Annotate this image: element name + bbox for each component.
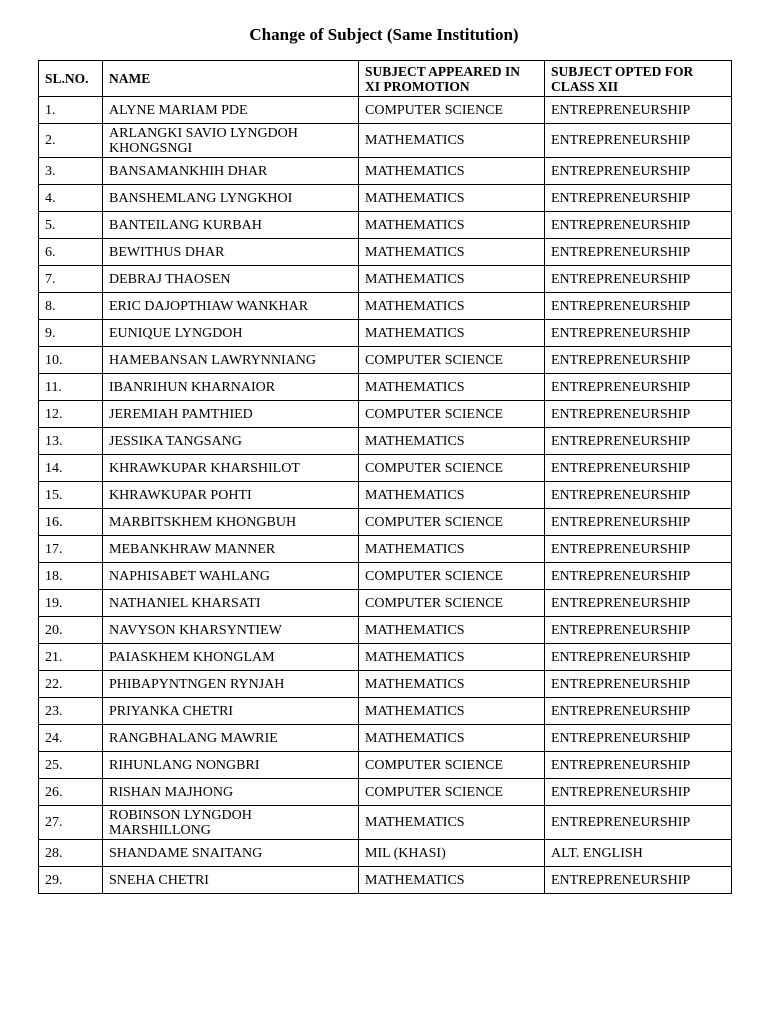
table-row	[39, 617, 732, 644]
table-row	[39, 212, 732, 239]
table-row	[39, 239, 732, 266]
cell-sl-no: 16.	[39, 509, 103, 536]
cell-sl-no: 4.	[39, 185, 103, 212]
cell-sl-no: 13.	[39, 428, 103, 455]
table-row	[39, 644, 732, 671]
table-header-row	[39, 61, 732, 97]
cell-name: NATHANIEL KHARSATI	[103, 590, 359, 617]
cell-subject-opted: ENTREPRENEURSHIP	[545, 97, 732, 124]
cell-name: EUNIQUE LYNGDOH	[103, 320, 359, 347]
cell-subject-opted: ENTREPRENEURSHIP	[545, 401, 732, 428]
cell-subject-appeared: COMPUTER SCIENCE	[359, 752, 545, 779]
cell-sl-no: 5.	[39, 212, 103, 239]
table-row	[39, 455, 732, 482]
cell-sl-no: 18.	[39, 563, 103, 590]
cell-sl-no: 11.	[39, 374, 103, 401]
cell-sl-no: 8.	[39, 293, 103, 320]
table-row	[39, 482, 732, 509]
cell-name: BANSAMANKHIH DHAR	[103, 158, 359, 185]
table-row	[39, 563, 732, 590]
cell-sl-no: 19.	[39, 590, 103, 617]
cell-subject-opted: ENTREPRENEURSHIP	[545, 752, 732, 779]
cell-name: ARLANGKI SAVIO LYNGDOH KHONGSNGI	[103, 124, 359, 158]
cell-name: PHIBAPYNTNGEN RYNJAH	[103, 671, 359, 698]
cell-subject-appeared: MATHEMATICS	[359, 806, 545, 840]
cell-subject-opted: ENTREPRENEURSHIP	[545, 239, 732, 266]
cell-sl-no: 12.	[39, 401, 103, 428]
cell-name: MEBANKHRAW MANNER	[103, 536, 359, 563]
cell-name: NAPHISABET WAHLANG	[103, 563, 359, 590]
cell-sl-no: 26.	[39, 779, 103, 806]
cell-name: RISHAN MAJHONG	[103, 779, 359, 806]
table-row	[39, 867, 732, 894]
cell-subject-appeared: COMPUTER SCIENCE	[359, 97, 545, 124]
cell-subject-appeared: COMPUTER SCIENCE	[359, 347, 545, 374]
cell-subject-appeared: MATHEMATICS	[359, 725, 545, 752]
cell-sl-no: 2.	[39, 124, 103, 158]
cell-sl-no: 10.	[39, 347, 103, 374]
cell-name: DEBRAJ THAOSEN	[103, 266, 359, 293]
table-row	[39, 806, 732, 840]
cell-name: KHRAWKUPAR POHTI	[103, 482, 359, 509]
cell-name: BANSHEMLANG LYNGKHOI	[103, 185, 359, 212]
cell-subject-appeared: COMPUTER SCIENCE	[359, 401, 545, 428]
cell-name: RANGBHALANG MAWRIE	[103, 725, 359, 752]
cell-name: JESSIKA TANGSANG	[103, 428, 359, 455]
cell-subject-opted: ENTREPRENEURSHIP	[545, 779, 732, 806]
table-row	[39, 536, 732, 563]
header-subject-appeared: SUBJECT APPEARED IN XI PROMOTION	[359, 61, 545, 97]
cell-sl-no: 7.	[39, 266, 103, 293]
cell-name: BANTEILANG KURBAH	[103, 212, 359, 239]
cell-subject-appeared: MATHEMATICS	[359, 239, 545, 266]
cell-sl-no: 24.	[39, 725, 103, 752]
cell-subject-appeared: COMPUTER SCIENCE	[359, 590, 545, 617]
cell-sl-no: 23.	[39, 698, 103, 725]
cell-subject-opted: ENTREPRENEURSHIP	[545, 725, 732, 752]
cell-subject-opted: ENTREPRENEURSHIP	[545, 644, 732, 671]
table-row	[39, 401, 732, 428]
cell-subject-opted: ENTREPRENEURSHIP	[545, 212, 732, 239]
table-row	[39, 266, 732, 293]
cell-subject-appeared: MATHEMATICS	[359, 320, 545, 347]
table-row	[39, 509, 732, 536]
cell-name: IBANRIHUN KHARNAIOR	[103, 374, 359, 401]
table-row	[39, 347, 732, 374]
table-row	[39, 725, 732, 752]
cell-subject-appeared: MATHEMATICS	[359, 428, 545, 455]
cell-sl-no: 6.	[39, 239, 103, 266]
cell-subject-appeared: MATHEMATICS	[359, 185, 545, 212]
cell-subject-opted: ENTREPRENEURSHIP	[545, 266, 732, 293]
table-row	[39, 320, 732, 347]
table-row	[39, 671, 732, 698]
cell-subject-opted: ENTREPRENEURSHIP	[545, 536, 732, 563]
header-subject-opted: SUBJECT OPTED FOR CLASS XII	[545, 61, 732, 97]
cell-subject-appeared: MATHEMATICS	[359, 293, 545, 320]
cell-sl-no: 21.	[39, 644, 103, 671]
cell-name: PAIASKHEM KHONGLAM	[103, 644, 359, 671]
cell-sl-no: 20.	[39, 617, 103, 644]
cell-subject-appeared: MATHEMATICS	[359, 374, 545, 401]
cell-subject-opted: ENTREPRENEURSHIP	[545, 563, 732, 590]
subject-change-table	[38, 60, 732, 894]
table-row	[39, 97, 732, 124]
cell-sl-no: 25.	[39, 752, 103, 779]
cell-subject-opted: ENTREPRENEURSHIP	[545, 428, 732, 455]
cell-name: MARBITSKHEM KHONGBUH	[103, 509, 359, 536]
cell-sl-no: 3.	[39, 158, 103, 185]
cell-subject-opted: ENTREPRENEURSHIP	[545, 867, 732, 894]
cell-subject-opted: ENTREPRENEURSHIP	[545, 320, 732, 347]
cell-sl-no: 28.	[39, 840, 103, 867]
cell-name: ERIC DAJOPTHIAW WANKHAR	[103, 293, 359, 320]
cell-subject-opted: ENTREPRENEURSHIP	[545, 124, 732, 158]
cell-name: ALYNE MARIAM PDE	[103, 97, 359, 124]
cell-name: ROBINSON LYNGDOH MARSHILLONG	[103, 806, 359, 840]
cell-subject-opted: ENTREPRENEURSHIP	[545, 671, 732, 698]
cell-subject-appeared: MATHEMATICS	[359, 671, 545, 698]
cell-subject-appeared: MATHEMATICS	[359, 644, 545, 671]
cell-name: NAVYSON KHARSYNTIEW	[103, 617, 359, 644]
cell-subject-appeared: MATHEMATICS	[359, 124, 545, 158]
table-row	[39, 124, 732, 158]
cell-subject-appeared: MATHEMATICS	[359, 482, 545, 509]
cell-subject-appeared: COMPUTER SCIENCE	[359, 563, 545, 590]
cell-subject-appeared: MATHEMATICS	[359, 158, 545, 185]
cell-name: BEWITHUS DHAR	[103, 239, 359, 266]
cell-sl-no: 14.	[39, 455, 103, 482]
table-row	[39, 293, 732, 320]
cell-name: KHRAWKUPAR KHARSHILOT	[103, 455, 359, 482]
cell-subject-appeared: COMPUTER SCIENCE	[359, 455, 545, 482]
cell-sl-no: 9.	[39, 320, 103, 347]
table-row	[39, 428, 732, 455]
table-row	[39, 840, 732, 867]
cell-subject-opted: ENTREPRENEURSHIP	[545, 158, 732, 185]
header-name: NAME	[103, 61, 359, 97]
cell-subject-opted: ENTREPRENEURSHIP	[545, 590, 732, 617]
cell-subject-appeared: MATHEMATICS	[359, 536, 545, 563]
cell-subject-opted: ENTREPRENEURSHIP	[545, 185, 732, 212]
cell-subject-appeared: MATHEMATICS	[359, 867, 545, 894]
table-row	[39, 185, 732, 212]
cell-subject-opted: ENTREPRENEURSHIP	[545, 509, 732, 536]
cell-subject-opted: ENTREPRENEURSHIP	[545, 347, 732, 374]
cell-subject-opted: ALT. ENGLISH	[545, 840, 732, 867]
table-row	[39, 698, 732, 725]
cell-name: JEREMIAH PAMTHIED	[103, 401, 359, 428]
page-title: Change of Subject (Same Institution)	[249, 25, 519, 44]
table-row	[39, 752, 732, 779]
table-row	[39, 374, 732, 401]
cell-subject-opted: ENTREPRENEURSHIP	[545, 374, 732, 401]
cell-subject-appeared: COMPUTER SCIENCE	[359, 509, 545, 536]
cell-subject-appeared: MATHEMATICS	[359, 266, 545, 293]
cell-name: HAMEBANSAN LAWRYNNIANG	[103, 347, 359, 374]
cell-subject-opted: ENTREPRENEURSHIP	[545, 455, 732, 482]
cell-sl-no: 1.	[39, 97, 103, 124]
cell-name: SNEHA CHETRI	[103, 867, 359, 894]
cell-name: RIHUNLANG NONGBRI	[103, 752, 359, 779]
cell-sl-no: 22.	[39, 671, 103, 698]
cell-sl-no: 29.	[39, 867, 103, 894]
cell-sl-no: 27.	[39, 806, 103, 840]
cell-subject-appeared: COMPUTER SCIENCE	[359, 779, 545, 806]
cell-subject-appeared: MATHEMATICS	[359, 212, 545, 239]
cell-subject-appeared: MATHEMATICS	[359, 698, 545, 725]
table-row	[39, 590, 732, 617]
cell-subject-opted: ENTREPRENEURSHIP	[545, 293, 732, 320]
cell-subject-opted: ENTREPRENEURSHIP	[545, 617, 732, 644]
cell-subject-opted: ENTREPRENEURSHIP	[545, 698, 732, 725]
cell-subject-appeared: MIL (KHASI)	[359, 840, 545, 867]
cell-sl-no: 15.	[39, 482, 103, 509]
cell-name: SHANDAME SNAITANG	[103, 840, 359, 867]
header-sl-no: SL.NO.	[39, 61, 103, 97]
cell-subject-opted: ENTREPRENEURSHIP	[545, 482, 732, 509]
cell-subject-appeared: MATHEMATICS	[359, 617, 545, 644]
cell-sl-no: 17.	[39, 536, 103, 563]
table-row	[39, 779, 732, 806]
table-row	[39, 158, 732, 185]
cell-subject-opted: ENTREPRENEURSHIP	[545, 806, 732, 840]
cell-name: PRIYANKA CHETRI	[103, 698, 359, 725]
